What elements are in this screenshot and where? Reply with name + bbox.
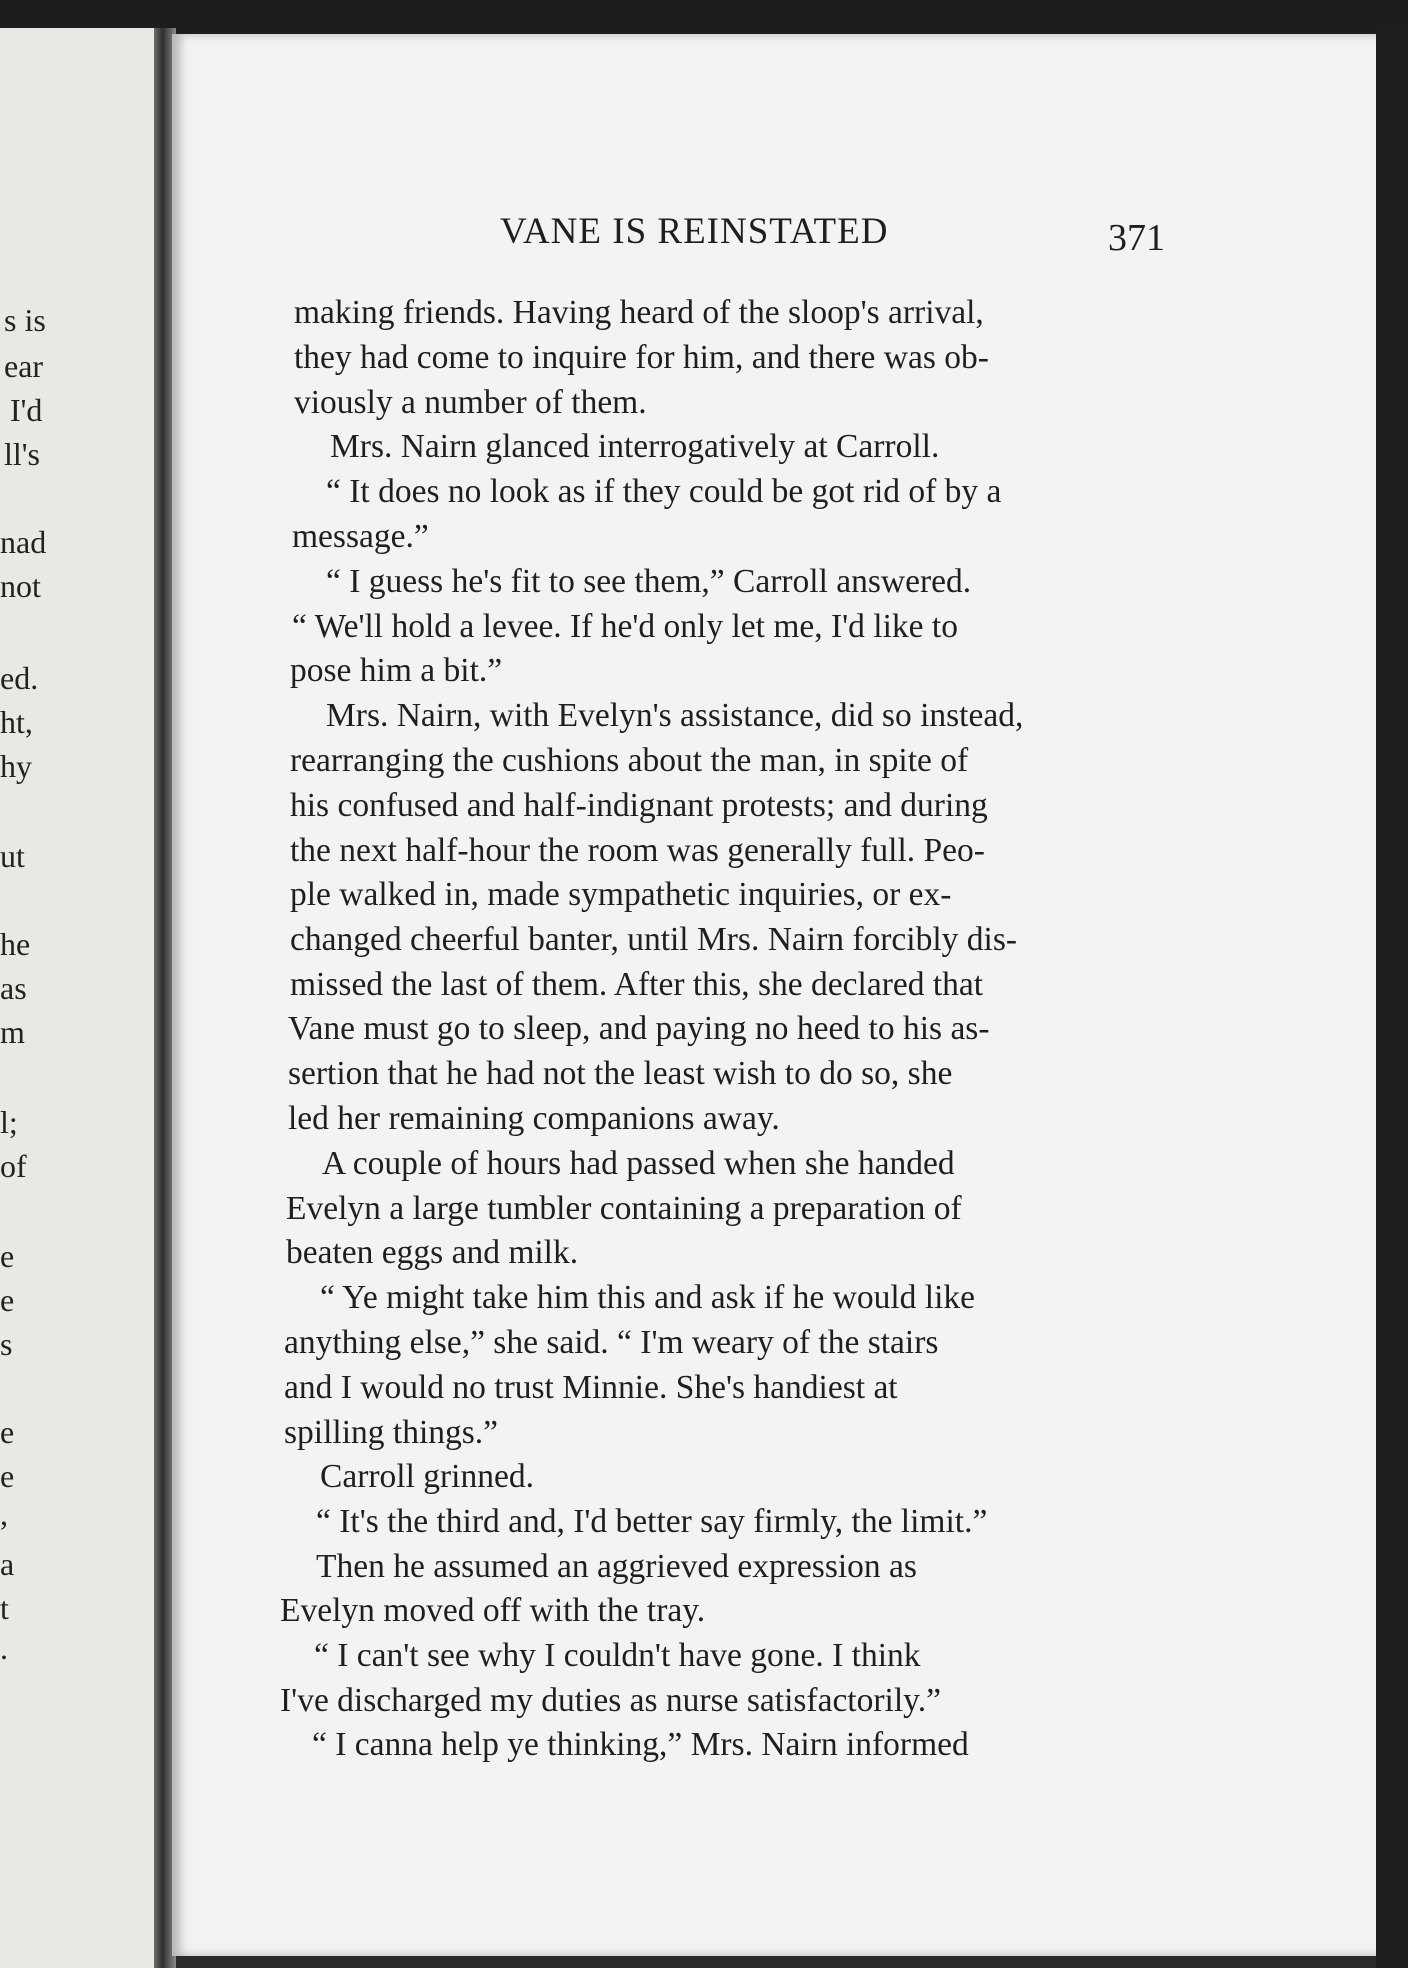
left-fragment: I'd (10, 392, 43, 428)
text-line: Mrs. Nairn, with Evelyn's assistance, did so instead, (326, 697, 1024, 734)
text-line: Vane must go to sleep, and paying no heed to his as- (288, 1010, 990, 1047)
text-line: Mrs. Nairn glanced interrogatively at Carroll. (330, 428, 940, 465)
left-fragment: as (0, 970, 27, 1006)
left-fragment: hy (0, 748, 32, 784)
text-line: missed the last of them. After this, she declared that (290, 966, 984, 1003)
text-line: “ I can't see why I couldn't have gone. I think (314, 1637, 921, 1674)
left-fragment: l; (0, 1104, 18, 1140)
scan-right-border (1376, 30, 1408, 1968)
text-line: anything else,” she said. “ I'm weary of the stairs (284, 1324, 939, 1361)
text-line: led her remaining companions away. (288, 1100, 780, 1137)
left-fragment: nad (0, 524, 47, 560)
text-line: sertion that he had not the least wish to do so, she (288, 1055, 953, 1092)
text-line: ple walked in, made sympathetic inquiries, or ex- (290, 876, 952, 913)
left-fragment: e (0, 1458, 15, 1494)
text-line: and I would no trust Minnie. She's handiest at (284, 1369, 898, 1406)
text-line: message.” (292, 518, 429, 555)
left-fragment: e (0, 1238, 15, 1274)
running-title: VANE IS REINSTATED (500, 211, 889, 252)
text-line: they had come to inquire for him, and there was ob- (294, 339, 989, 376)
text-line: beaten eggs and milk. (286, 1234, 579, 1271)
text-line: spilling things.” (284, 1414, 499, 1451)
left-fragment: ht, (0, 704, 33, 740)
page-number: 371 (1108, 217, 1165, 259)
text-line: Then he assumed an aggrieved expression as (316, 1548, 917, 1585)
text-line: “ It does no look as if they could be got rid of by a (326, 473, 1002, 510)
text-line: pose him a bit.” (290, 652, 503, 689)
left-fragment: . (0, 1630, 8, 1666)
left-fragment: ed. (0, 660, 39, 696)
text-line: Evelyn moved off with the tray. (280, 1592, 706, 1629)
text-line: changed cheerful banter, until Mrs. Nairn forcibly dis- (290, 921, 1018, 958)
left-fragment: a (0, 1546, 15, 1582)
left-fragment: t (0, 1590, 9, 1626)
text-line: Evelyn a large tumbler containing a preparation of (286, 1190, 962, 1227)
text-line: “ Ye might take him this and ask if he would like (320, 1279, 976, 1316)
left-fragment: s (0, 1326, 13, 1362)
left-fragment: m (0, 1014, 25, 1050)
left-fragment: e (0, 1282, 15, 1318)
text-line: I've discharged my duties as nurse satisfactorily.” (280, 1682, 941, 1719)
text-line: “ I canna help ye thinking,” Mrs. Nairn informed (312, 1726, 969, 1763)
text-line: viously a number of them. (294, 384, 647, 421)
left-fragment: , (0, 1496, 8, 1532)
text-line: making friends. Having heard of the sloop's arrival, (294, 294, 984, 331)
text-line: “ It's the third and, I'd better say firmly, the limit.” (316, 1503, 988, 1540)
text-line: the next half-hour the room was generally full. Peo- (290, 832, 985, 869)
left-fragment: ll's (4, 436, 40, 472)
text-line: his confused and half-indignant protests; and during (290, 787, 988, 824)
left-fragment: ear (4, 348, 44, 384)
left-fragment: ut (0, 838, 25, 874)
left-fragment: of (0, 1148, 27, 1184)
left-fragment: s is (4, 302, 46, 338)
left-fragment: he (0, 926, 31, 962)
text-line: A couple of hours had passed when she handed (322, 1145, 955, 1182)
text-line: “ We'll hold a levee. If he'd only let me, I'd like to (292, 608, 958, 645)
left-fragment: e (0, 1414, 15, 1450)
left-fragment: not (0, 568, 41, 604)
text-line: Carroll grinned. (320, 1458, 534, 1495)
text-line: “ I guess he's fit to see them,” Carroll answered. (326, 563, 972, 600)
text-line: rearranging the cushions about the man, in spite of (290, 742, 969, 779)
